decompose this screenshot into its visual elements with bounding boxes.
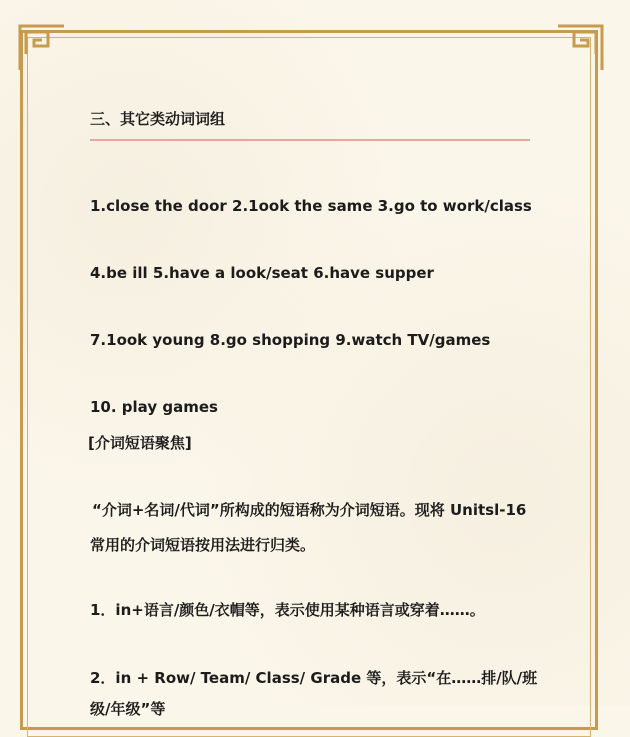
intro-line-2: 常用的介词短语按用法进行归类。	[90, 536, 316, 554]
usage-line-1: 1．in+语言/颜色/衣帽等，表示使用某种语言或穿着……。	[90, 601, 485, 619]
phrase-line-4: 10. play games	[90, 398, 218, 416]
usage-line-3: 级/年级”等	[90, 700, 166, 718]
phrase-line-1: 1.close the door 2.1ook the same 3.go to work/class	[90, 197, 532, 215]
decorative-frame-inner	[27, 37, 591, 737]
intro-line-1: “介词+名词/代词”所构成的短语称为介词短语。现将 Unitsl-16	[92, 501, 527, 519]
fret-corner-ornament-left	[18, 24, 66, 72]
phrase-line-3: 7.1ook young 8.go shopping 9.watch TV/games	[90, 331, 491, 349]
fret-corner-ornament-right	[556, 24, 604, 72]
phrase-line-2: 4.be ill 5.have a look/seat 6.have supper	[90, 264, 434, 282]
subsection-heading: [介词短语聚焦]	[88, 434, 192, 452]
heading-divider	[90, 139, 530, 141]
section-heading: 三、其它类动词词组	[90, 110, 226, 128]
usage-line-2: 2．in + Row/ Team/ Class/ Grade 等，表示“在……排/队/班	[90, 669, 538, 687]
